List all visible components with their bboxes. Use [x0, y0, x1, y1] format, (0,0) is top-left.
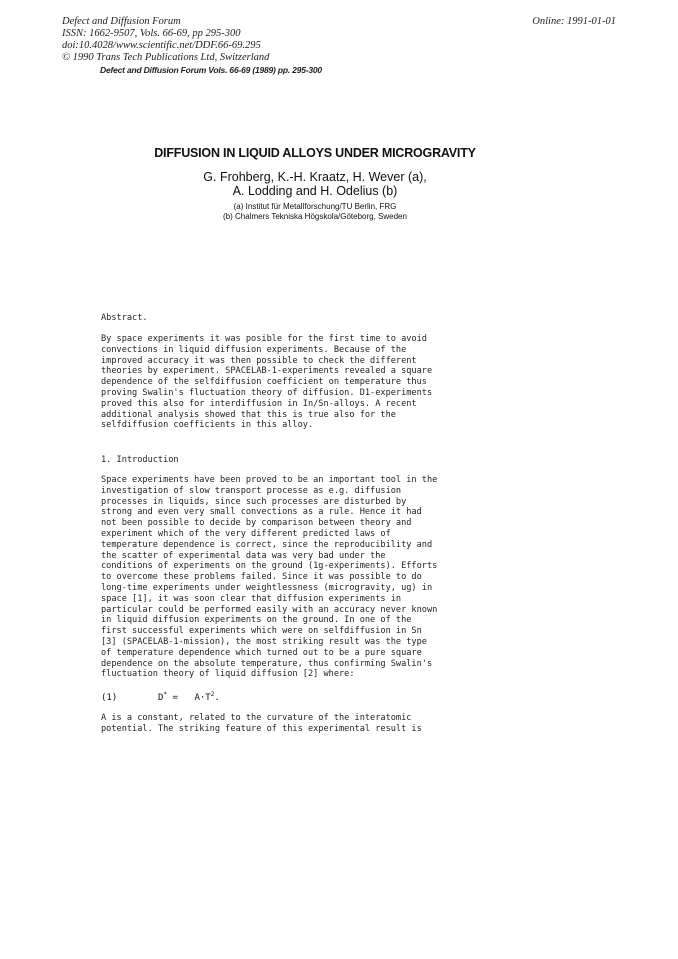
intro-body [101, 475, 541, 680]
journal-issn: ISSN: 1662-9507, Vols. 66-69, pp 295-300 [62, 28, 241, 39]
abstract-line: proved this also for interdiffusion in In/Sn-alloys. A recent [101, 398, 417, 409]
abstract-line: theories by experiment. SPACELAB-1-experiments revealed a square [101, 366, 433, 377]
intro-line: Space experiments have been proved to be an important tool in the [101, 475, 438, 485]
affiliation-b: (b) Chalmers Tekniska Högskola/Göteborg, Sweden [223, 212, 407, 221]
paper-title: DIFFUSION IN LIQUID ALLOYS UNDER MICROGRAVITY [154, 146, 476, 160]
body-line: potential. The striking feature of this experimental result is [101, 723, 422, 734]
running-header: Defect and Diffusion Forum Vols. 66-69 (1989) pp. 295-300 [100, 65, 322, 75]
journal-name: Defect and Diffusion Forum [62, 16, 181, 27]
intro-heading: 1. Introduction [101, 455, 179, 465]
journal-header [62, 16, 269, 64]
abstract-line: By space experiments it was posible for the first time to avoid [101, 334, 427, 344]
abstract-line: additional analysis showed that this is true also for the [101, 409, 396, 420]
abstract-line: proving Swalin's fluctuation theory of diffusion. D1-experiments [101, 387, 433, 398]
intro-line: long-time experiments under weightlessness (microgravity, ug) in [101, 582, 433, 593]
intro-line: of temperature dependence which turned out to be a pure square [101, 647, 422, 658]
post-equation-text [101, 713, 541, 735]
abstract-body [101, 334, 541, 431]
equation-period: . [214, 693, 220, 703]
intro-line: [3] (SPACELAB-1-mission), the most striking result was the type [101, 636, 427, 647]
intro-line: not been possible to decide by comparison between theory and [101, 518, 412, 529]
intro-line: temperature dependence is correct, since the reproducibility and [101, 539, 433, 550]
equation-equals: = [172, 693, 178, 703]
equation-lhs: D [158, 693, 164, 703]
author-line-2: A. Lodding and H. Odelius (b) [232, 184, 398, 198]
journal-copyright: © 1990 Trans Tech Publications Ltd, Switzerland [62, 52, 270, 63]
intro-line: experiment which of the very different predicted laws of [101, 528, 391, 539]
intro-line: conditions of experiments on the ground (1g-experiments). Efforts [101, 561, 438, 572]
equation-exponent: 2 [210, 691, 215, 698]
equation-number: (1) [101, 693, 118, 703]
intro-line: processes in liquids, since such processes are disturbed by [101, 496, 407, 507]
abstract-heading: Abstract. [101, 313, 148, 323]
intro-line: particular could be performed easily with an accuracy never known [101, 604, 438, 615]
online-date: Online: 1991-01-01 [532, 16, 616, 27]
journal-doi: doi:10.4028/www.scientific.net/DDF.66-69.295 [62, 40, 261, 51]
abstract-line: selfdiffusion coefficients in this alloy. [101, 420, 314, 431]
equation-1 [101, 691, 220, 703]
equation-rhs: A·T [194, 693, 211, 703]
intro-line: to overcome these problems failed. Since it was possible to do [101, 572, 422, 583]
intro-line: the scatter of experimental data was very bad under the [101, 550, 386, 561]
body-line: A is a constant, related to the curvature of the interatomic [101, 713, 412, 723]
equation-lhs-superscript: * [163, 691, 168, 698]
intro-line: in liquid diffusion experiments on the ground. In one of the [101, 615, 412, 626]
abstract-line: dependence of the selfdiffusion coefficient on temperature thus [101, 377, 427, 388]
intro-line: strong and even very small convections as a rule. Hence it had [101, 507, 422, 518]
intro-line: investigation of slow transport processe as e.g. diffusion [101, 485, 402, 496]
author-line-1: G. Frohberg, K.-H. Kraatz, H. Wever (a), [203, 170, 427, 184]
intro-line: space [1], it was soon clear that diffusion experiments in [101, 593, 402, 604]
intro-line: first successful experiments which were on selfdiffusion in Sn [101, 626, 422, 637]
abstract-line: improved accuracy it was then possible to check the different [101, 355, 417, 366]
intro-line: dependence on the absolute temperature, thus confirming Swalin's [101, 658, 433, 669]
affiliation-a: (a) Institut für Metallforschung/TU Berlin, FRG [233, 202, 397, 211]
title-block [0, 146, 630, 222]
intro-line: fluctuation theory of liquid diffusion [2] where: [101, 669, 355, 680]
abstract-line: convections in liquid diffusion experiments. Because of the [101, 344, 407, 355]
